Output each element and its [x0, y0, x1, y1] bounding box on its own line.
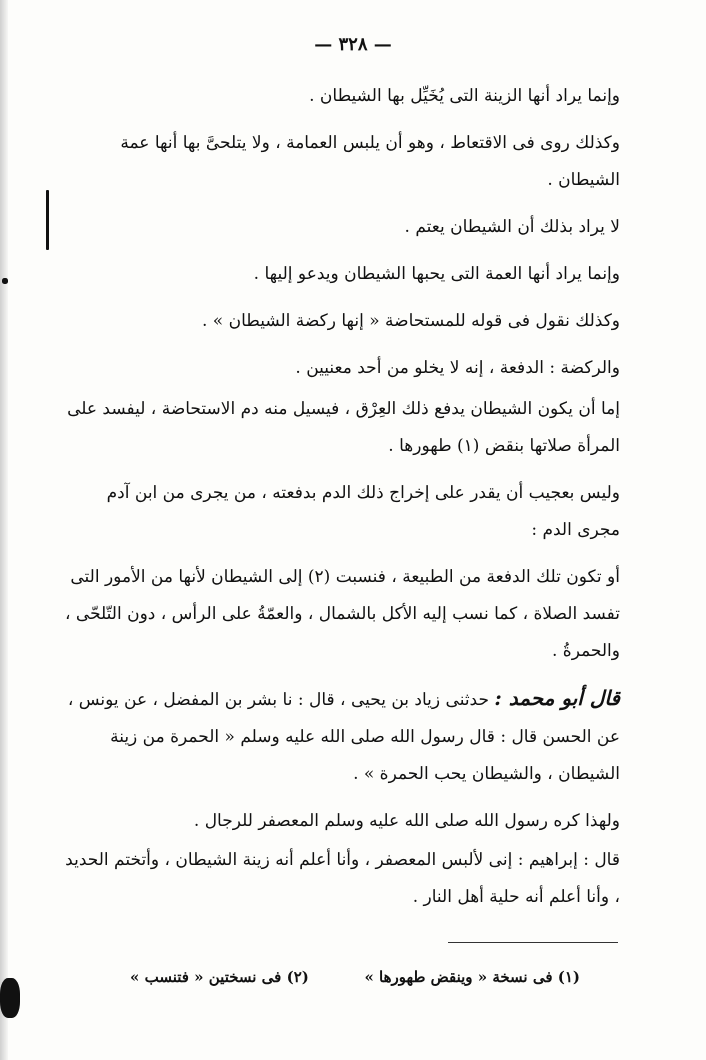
main-text [60, 78, 620, 926]
edge-ink-mark [2, 278, 8, 284]
paragraph: والركضة : الدفعة ، إنه لا يخلو من أحد معنيين . [295, 358, 620, 378]
narration-text: حدثنى زياد بن يحيى ، قال : نا بشر بن المفضل ، عن يونس ، عن الحسن قال : قال رسول الله صلى الله عليه وسلم « الحمرة من زينة الشيطان ، والشيطان يحب الحمرة » . [67, 690, 620, 784]
paragraph: لا يراد بذلك أن الشيطان يعتم . [404, 217, 620, 237]
footnote-1: (١) فى نسخة « وينقض طهورها » [364, 968, 580, 986]
paragraph: وليس بعجيب أن يقدر على إخراج ذلك الدم بدفعته ، من يجرى من ابن آدم مجرى الدم : [106, 483, 620, 540]
edge-ink-mark [46, 190, 49, 250]
footnote-separator [448, 942, 618, 943]
paragraph: إما أن يكون الشيطان يدفع ذلك العِرْق ، فيسيل منه دم الاستحاضة ، ليفسد على المرأة صلاتها بنقض (١) طهورها . [67, 399, 620, 456]
paragraph: أو تكون تلك الدفعة من الطبيعة ، فنسبت (٢) إلى الشيطان لأنها من الأمور التى تفسد الصلاة ، كما نسب إليه الأكل بالشمال ، والعمّةُ على الرأس ، دون التّلحّى ، والحمرةُ . [65, 567, 620, 661]
page-number: — ٣٢٨ — [314, 34, 392, 55]
footnotes [130, 968, 580, 986]
narration-paragraph [60, 680, 620, 793]
footnote-2: (٢) فى نسختين « فتنسب » [130, 968, 309, 986]
paragraph: ولهذا كره رسول الله صلى الله عليه وسلم المعصفر للرجال . [193, 811, 620, 831]
paragraph: وإنما يراد أنها العمة التى يحبها الشيطان ويدعو إليها . [253, 264, 620, 284]
paragraph: وإنما يراد أنها الزينة التى يُخَيِّل بها الشيطان . [309, 86, 620, 106]
paragraph: وكذلك نقول فى قوله للمستحاضة « إنها ركضة الشيطان » . [201, 311, 620, 331]
page-edge-shadow [0, 0, 8, 1060]
paragraph: قال : إبراهيم : إنى لألبس المعصفر ، وأنا أعلم أنه زينة الشيطان ، وأتختم الحديد ، وأنا أعلم أنه حلية أهل النار . [65, 850, 620, 907]
narration-lead: قال أبو محمد : [494, 686, 620, 710]
edge-ink-mark [0, 978, 20, 1018]
paragraph: وكذلك روى فى الاقتعاط ، وهو أن يلبس العمامة ، ولا يتلحىَّ بها أنها عمة الشيطان . [120, 133, 620, 190]
